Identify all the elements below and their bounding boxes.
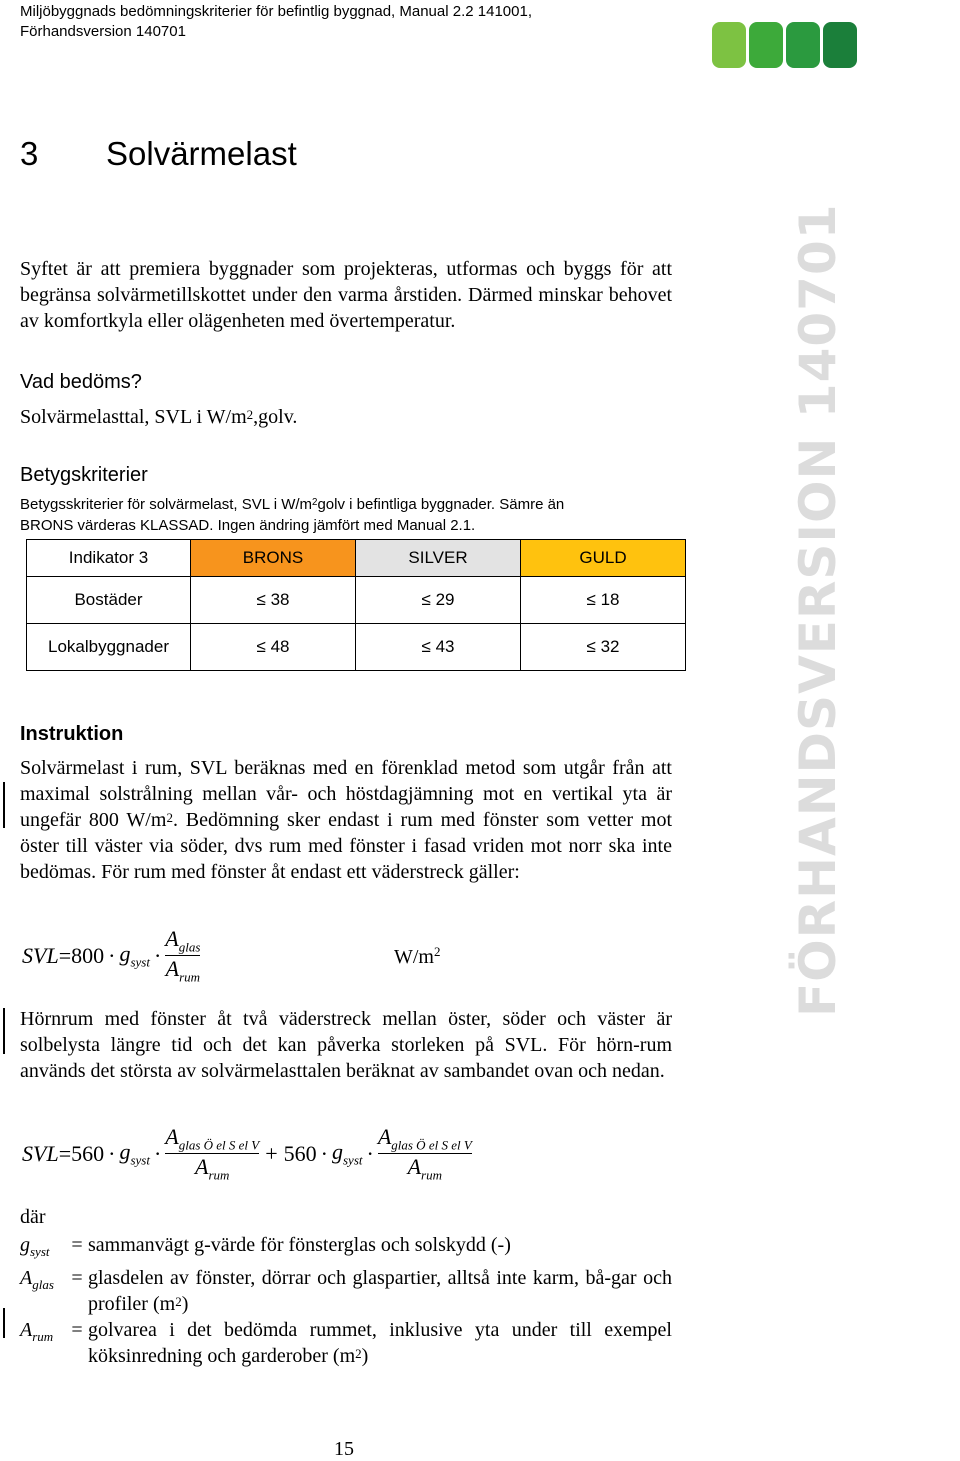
formula1-numerator bbox=[165, 926, 200, 955]
formula1-g bbox=[119, 941, 150, 970]
formula1-unit bbox=[394, 946, 441, 969]
page-number: 15 bbox=[334, 1438, 354, 1460]
running-header bbox=[20, 2, 532, 42]
formula2-dot-2: · bbox=[153, 1140, 162, 1166]
def2-sub: glas bbox=[32, 1277, 54, 1292]
formula1-lhs: SVL bbox=[22, 942, 59, 968]
formula1-k: 800 bbox=[71, 942, 105, 968]
formula-svl-corner bbox=[22, 1124, 472, 1184]
criteria-line-2: BRONS värderas KLASSAD. Ingen ändring jämfört med Manual 2.1. bbox=[20, 517, 476, 534]
logo-block-3 bbox=[786, 22, 820, 68]
formula1-num-sym: A bbox=[165, 926, 179, 951]
formula1-denominator bbox=[165, 955, 200, 985]
row-label: Bostäder bbox=[27, 577, 191, 624]
instruction-paragraph-2: Hörnrum med fönster åt två väderstreck mellan öster, söder och väster är solbelysta längre tid och det kan påverka storleken på SVL. För hörn-rum används det största av solvärmelasttalen beräknat av sambandet ovan och nedan. bbox=[20, 1008, 672, 1082]
formula2-num2-sub: glas Ö el S el V bbox=[391, 1137, 472, 1153]
definition-item bbox=[20, 1317, 672, 1369]
formula2-num1-sym: A bbox=[165, 1124, 179, 1149]
what-text bbox=[20, 404, 672, 430]
formula2-num1-sub: glas Ö el S el V bbox=[178, 1137, 260, 1153]
logo-block-2 bbox=[749, 22, 783, 68]
criteria-line-1a: Betygsskriterier för solvärmelast, SVL i W/m bbox=[20, 496, 313, 513]
cell-silver: ≤ 43 bbox=[356, 624, 521, 671]
formula2-fraction-2 bbox=[378, 1124, 472, 1184]
formula2-dot-1: · bbox=[108, 1140, 116, 1166]
definition-text bbox=[88, 1317, 672, 1369]
def2-text-b: ) bbox=[181, 1293, 189, 1315]
formula1-den-sym: A bbox=[165, 956, 180, 982]
intro-paragraph: Syftet är att premiera byggnader som projekteras, utformas och byggs för att begränsa solvärmetillskottet under den varma årstiden. Därmed minskar behovet av komfortkyla eller olägenheten med övertemperatur. bbox=[20, 258, 672, 332]
header-line-2: Förhandsversion 140701 bbox=[20, 23, 186, 40]
formula2-den2-sub: rum bbox=[421, 1167, 442, 1183]
formula2-dot-4: · bbox=[366, 1140, 374, 1166]
formula2-den2-sym: A bbox=[407, 1154, 422, 1180]
definition-symbol bbox=[20, 1317, 66, 1369]
what-text-b: ,golv. bbox=[253, 406, 298, 428]
formula1-unit-sup: 2 bbox=[434, 944, 441, 959]
formula2-plus: + bbox=[265, 1140, 278, 1166]
formula2-dot-3: · bbox=[320, 1140, 328, 1166]
formula2-g2-sym: g bbox=[331, 1139, 343, 1165]
formula-svl-single bbox=[22, 926, 200, 986]
section-number: 3 bbox=[20, 135, 39, 172]
def2-sym: A bbox=[20, 1267, 33, 1289]
formula2-k1: 560 bbox=[71, 1140, 105, 1166]
def3-text-a: golvarea i det bedömda rummet, inklusive yta under till exempel köksinredning och garderober (m bbox=[88, 1319, 672, 1367]
definition-item bbox=[20, 1265, 672, 1317]
formula2-denominator-2 bbox=[378, 1153, 472, 1183]
definitions-list bbox=[20, 1232, 672, 1369]
formula2-denominator-1 bbox=[165, 1153, 259, 1183]
instruction-p1-a: Solvärmelast i rum, SVL beräknas med en förenklad metod som utgår från att maximal solstrålning mellan vår- och höstdagjämning mot en vertikal yta är ungefär 800 W/m bbox=[20, 757, 672, 831]
def3-sub: rum bbox=[32, 1329, 54, 1344]
logo-block-4 bbox=[823, 22, 857, 68]
table-row bbox=[27, 624, 686, 671]
draft-watermark: FÖRHANDSVERSION 140701 bbox=[789, 203, 847, 1017]
header-line-1: Miljöbyggnads bedömningskriterier för befintlig byggnad, Manual 2.2 141001, bbox=[20, 3, 532, 20]
instruction-paragraph-1 bbox=[20, 755, 672, 885]
formula2-g-2 bbox=[331, 1139, 363, 1168]
formula2-fraction-1 bbox=[165, 1124, 259, 1184]
logo-block-1 bbox=[712, 22, 746, 68]
formula2-numerator-2 bbox=[378, 1124, 472, 1153]
definition-text: sammanvägt g-värde för fönsterglas och solskydd (-) bbox=[88, 1234, 511, 1256]
criteria-line-1b: golv i befintliga byggnader. Sämre än bbox=[317, 496, 565, 513]
definition-symbol bbox=[20, 1265, 66, 1317]
formula2-numerator-1 bbox=[165, 1124, 259, 1153]
formula1-eq: = bbox=[58, 942, 72, 968]
cell-guld: ≤ 18 bbox=[521, 577, 686, 624]
criteria-heading: Betygskriterier bbox=[20, 464, 148, 486]
def3-sup: 2 bbox=[355, 1346, 362, 1361]
what-text-sup: 2 bbox=[246, 407, 254, 422]
cell-silver: ≤ 29 bbox=[356, 577, 521, 624]
what-heading: Vad bedöms? bbox=[20, 371, 142, 393]
change-bar bbox=[3, 782, 5, 828]
formula2-den1-sub: rum bbox=[208, 1167, 230, 1183]
criteria-text bbox=[20, 494, 680, 536]
miljobyggnad-logo bbox=[712, 22, 857, 68]
formula2-eq: = bbox=[58, 1140, 72, 1166]
definition-eq: = bbox=[71, 1234, 83, 1256]
instruction-heading: Instruktion bbox=[20, 723, 124, 745]
formula2-lhs: SVL bbox=[22, 1140, 59, 1166]
criteria-line-1 bbox=[20, 494, 680, 515]
change-bar bbox=[3, 1008, 5, 1054]
cell-brons: ≤ 48 bbox=[191, 624, 356, 671]
header-brons: BRONS bbox=[191, 540, 356, 577]
table-header-row bbox=[27, 540, 686, 577]
formula1-unit-text: W/m bbox=[394, 946, 434, 968]
def1-sub: syst bbox=[30, 1244, 50, 1259]
row-label: Lokalbyggnader bbox=[27, 624, 191, 671]
definition-item bbox=[20, 1232, 672, 1265]
formula2-g-1 bbox=[119, 1139, 150, 1168]
definition-symbol bbox=[20, 1232, 66, 1265]
section-heading bbox=[20, 130, 297, 178]
instruction-p1-sup: 2 bbox=[166, 810, 173, 825]
criteria-table bbox=[26, 539, 686, 671]
instruction-p1-b: . Bedömning sker endast i rum med fönster som vetter mot öster till väster via söder, dvs rum med fönster i fasad vriden mot norr ska inte bedömas. För rum med fönster åt endast ett väderstreck gäller: bbox=[20, 809, 673, 883]
cell-guld: ≤ 32 bbox=[521, 624, 686, 671]
formula1-g-sub: syst bbox=[130, 954, 150, 970]
cell-brons: ≤ 38 bbox=[191, 577, 356, 624]
formula1-dot: · bbox=[108, 942, 116, 968]
definition-eq: = bbox=[71, 1319, 83, 1341]
definitions-intro: där bbox=[20, 1206, 46, 1228]
what-text-a: Solvärmelasttal, SVL i W/m bbox=[20, 406, 247, 428]
formula1-dot-2: · bbox=[153, 942, 162, 968]
formula1-den-sub: rum bbox=[179, 969, 201, 985]
section-title: Solvärmelast bbox=[106, 135, 297, 172]
formula2-g1-sub: syst bbox=[130, 1152, 150, 1168]
formula1-fraction bbox=[165, 926, 200, 986]
formula2-k2: 560 bbox=[283, 1140, 317, 1166]
def3-sym: A bbox=[20, 1319, 33, 1341]
formula1-g-sym: g bbox=[119, 941, 131, 967]
formula2-g1-sym: g bbox=[119, 1139, 131, 1165]
header-indikator: Indikator 3 bbox=[27, 540, 191, 577]
formula2-den1-sym: A bbox=[195, 1154, 209, 1180]
header-guld: GULD bbox=[521, 540, 686, 577]
table-row bbox=[27, 577, 686, 624]
header-silver: SILVER bbox=[356, 540, 521, 577]
formula2-g2-sub: syst bbox=[342, 1152, 363, 1168]
def1-sym: g bbox=[20, 1234, 30, 1256]
change-bar bbox=[3, 1308, 5, 1338]
formula2-num2-sym: A bbox=[377, 1124, 392, 1149]
formula1-num-sub: glas bbox=[178, 939, 201, 955]
def3-text-b: ) bbox=[361, 1345, 369, 1367]
criteria-line-1-sup: 2 bbox=[312, 497, 318, 508]
def2-sup: 2 bbox=[175, 1294, 182, 1309]
definition-text bbox=[88, 1265, 672, 1317]
def2-text-a: glasdelen av fönster, dörrar och glaspartier, alltså inte karm, bå-gar och profiler (m bbox=[88, 1267, 672, 1315]
definition-eq: = bbox=[71, 1267, 83, 1289]
